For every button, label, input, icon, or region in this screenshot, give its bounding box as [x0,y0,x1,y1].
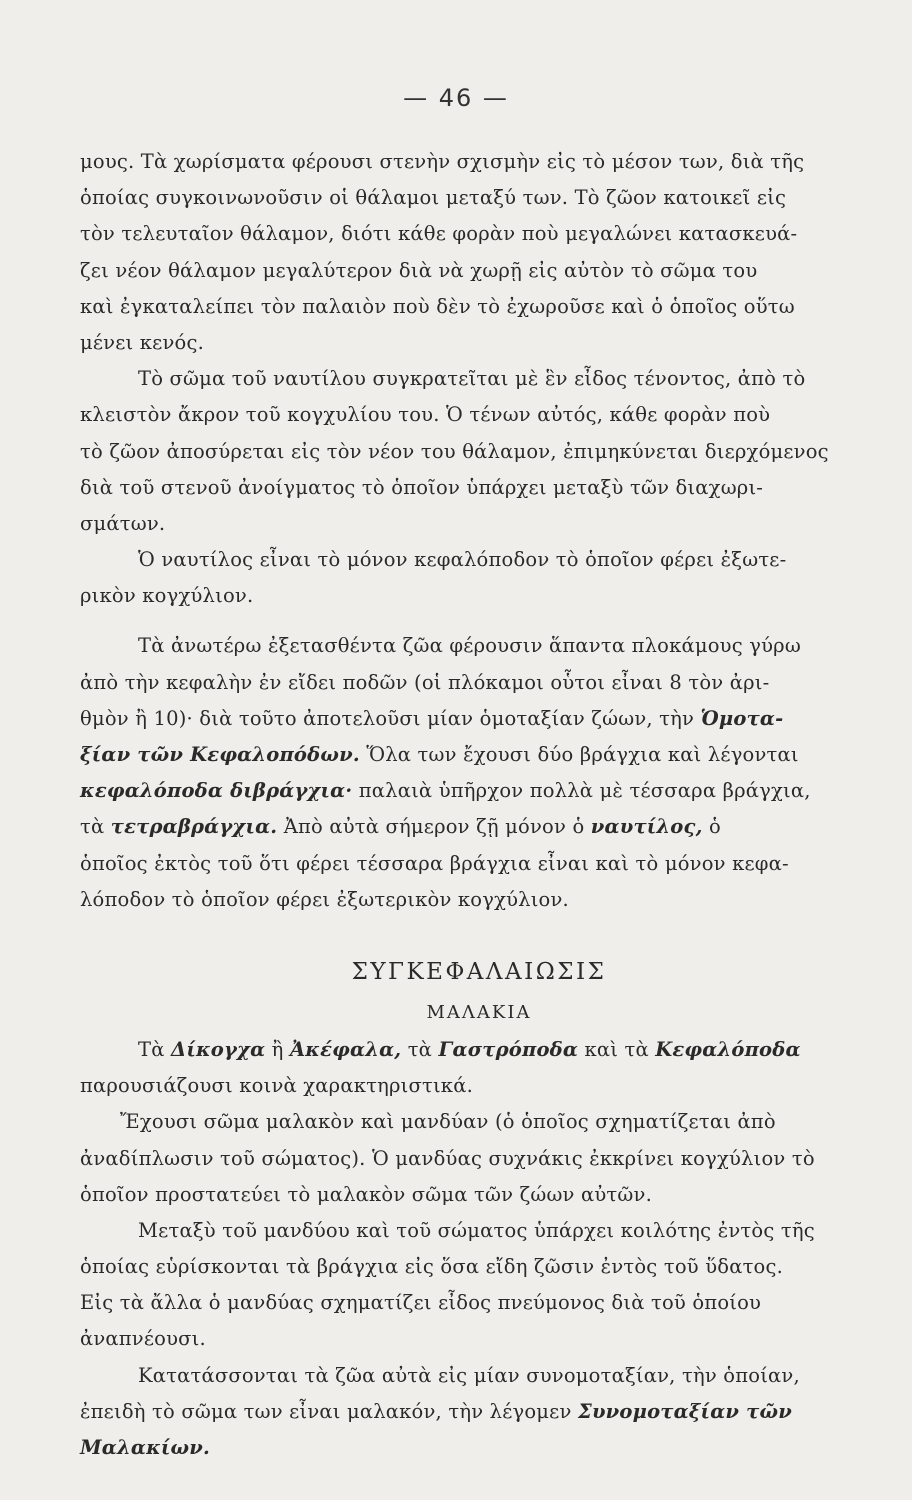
text-line: ρικὸν κογχύλιον. [80,584,254,608]
text-span: Ἀπὸ αὐτὰ σήμερον ζῇ μόνον ὁ [277,815,591,839]
text-line: ὁποίας εὑρίσκονται τὰ βράγχια εἰς ὅσα εἴδη ζῶσιν ἐντὸς τοῦ ὕδατος. [80,1255,784,1279]
text-span: ὁ [702,815,721,839]
emphasis: Ἀκέφαλα, [289,1037,402,1061]
text-line: Εἰς τὰ ἄλλα ὁ μανδύας σχηματίζει εἶδος πνεύμονος διὰ τοῦ ὁποίου [80,1291,762,1315]
text-line: ζει νέον θάλαμον μεγαλύτερον διὰ νὰ χωρῇ εἰς αὐτὸν τὸ σῶμα του [80,258,758,282]
text-line: κλειστὸν ἄκρον τοῦ κογχυλίου του. Ὁ τένων αὐτός, κάθε φορὰν ποὺ [80,403,771,427]
emphasis: ξίαν τῶν Κεφαλοπόδων. [80,743,360,766]
text-line: τὸ ζῶον ἀποσύρεται εἰς τὸν νέον του θάλαμον, ἐπιμηκύνεται διερχόμενος [80,439,829,463]
emphasis: κεφαλόποδα διβράγχια· [80,779,353,803]
text-line: παρουσιάζουσι κοινὰ χαρακτηριστικά. [80,1074,473,1098]
emphasis: Κεφαλόποδα [655,1037,801,1061]
body-text [80,144,912,1466]
section-subheading: ΜΑΛΑΚΙΑ [426,1001,532,1023]
text-line: ὁποίας συγκοινωνοῦσιν οἱ θάλαμοι μεταξύ των. Τὸ ζῶον κατοικεῖ εἰς [80,186,787,210]
text-span: θμὸν ἢ 10)· διὰ τοῦτο ἀποτελοῦσι μίαν ὁμοταξίαν ζώων, τὴν [80,706,701,730]
text-line: Τὰ ἀνωτέρω ἐξετασθέντα ζῶα φέρουσιν ἅπαντα πλοκάμους γύρω [138,634,801,658]
text-line: Τὸ σῶμα τοῦ ναυτίλου συγκρατεῖται μὲ ἓν εἶδος τένοντος, ἀπὸ τὸ [138,367,806,391]
text-line: μους. Τὰ χωρίσματα φέρουσι στενὴν σχισμὴν εἰς τὸ μέσον των, διὰ τῆς [80,150,805,173]
text-line: ἀναδίπλωσιν τοῦ σώματος). Ὁ μανδύας συχνάκις ἐκκρίνει κογχύλιον τὸ [80,1146,815,1170]
text-line: μένει κενός. [80,330,204,354]
emphasis: Δίκογχα [170,1037,266,1061]
text-line [80,809,912,845]
emphasis: Ὁμοτα- [700,706,784,730]
text-line [80,737,912,773]
text-line: σμάτων. [80,511,166,535]
text-line: Μεταξὺ τοῦ μανδύου καὶ τοῦ σώματος ὑπάρχει κοιλότης ἐντὸς τῆς [138,1218,815,1242]
text-line: λόποδον τὸ ὁποῖον φέρει ἐξωτερικὸν κογχύλιον. [80,887,569,911]
emphasis: τετραβράγχια. [110,815,278,839]
text-line: τὸν τελευταῖον θάλαμον, διότι κάθε φορὰν ποὺ μεγαλώνει κατασκευά- [80,222,798,246]
text-span: καὶ τὰ [578,1037,656,1061]
text-line: ὁποῖος ἐκτὸς τοῦ ὅτι φέρει τέσσαρα βράγχια εἶναι καὶ τὸ μόνον κεφα- [80,851,789,875]
text-span: ἐπειδὴ τὸ σῶμα των εἶναι μαλακόν, τὴν λέγομεν [80,1399,578,1423]
text-line [80,1394,912,1430]
text-span: παλαιὰ ὑπῆρχον πολλὰ μὲ τέσσαρα βράγχια, [352,779,811,803]
emphasis: ναυτίλος, [590,815,703,839]
text-line [80,1430,912,1466]
text-span: Τὰ [138,1037,171,1061]
text-span: ἢ [265,1037,290,1061]
section-heading: ΣΥΓΚΕΦΑΛΑΙΩΣΙΣ [351,958,607,985]
emphasis: Μαλακίων. [80,1436,211,1459]
text-line: ἀπὸ τὴν κεφαλὴν ἐν εἴδει ποδῶν (οἱ πλόκαμοι οὗτοι εἶναι 8 τὸν ἀρι- [80,670,770,694]
text-line [80,701,912,737]
emphasis: Συνομοταξίαν τῶν [577,1399,792,1423]
text-line: καὶ ἐγκαταλείπει τὸν παλαιὸν ποὺ δὲν τὸ ἐχωροῦσε καὶ ὁ ὁποῖος οὕτω [80,294,795,318]
text-span: Ὅλα των ἔχουσι δύο βράγχια καὶ λέγονται [359,743,799,766]
text-line: ὁποῖον προστατεύει τὸ μαλακὸν σῶμα τῶν ζώων αὐτῶν. [80,1182,652,1206]
text-line [80,773,912,809]
text-line: Ἔχουσι σῶμα μαλακὸν καὶ μανδύαν (ὁ ὁποῖος σχηματίζεται ἀπὸ [120,1110,776,1134]
text-line: ἀναπνέουσι. [80,1327,206,1351]
text-line [80,1032,912,1068]
text-span: τὰ [401,1037,439,1061]
text-line: Ὁ ναυτίλος εἶναι τὸ μόνον κεφαλόποδον τὸ ὁποῖον φέρει ἐξωτε- [138,548,787,572]
page-number: — 46 — [403,84,509,112]
emphasis: Γαστρόποδα [438,1037,579,1061]
text-line: Κατατάσσονται τὰ ζῶα αὐτὰ εἰς μίαν συνομοταξίαν, τὴν ὁποίαν, [138,1363,800,1387]
text-span: τὰ [80,815,111,839]
text-line: διὰ τοῦ στενοῦ ἀνοίγματος τὸ ὁποῖον ὑπάρχει μεταξὺ τῶν διαχωρι- [80,475,764,499]
